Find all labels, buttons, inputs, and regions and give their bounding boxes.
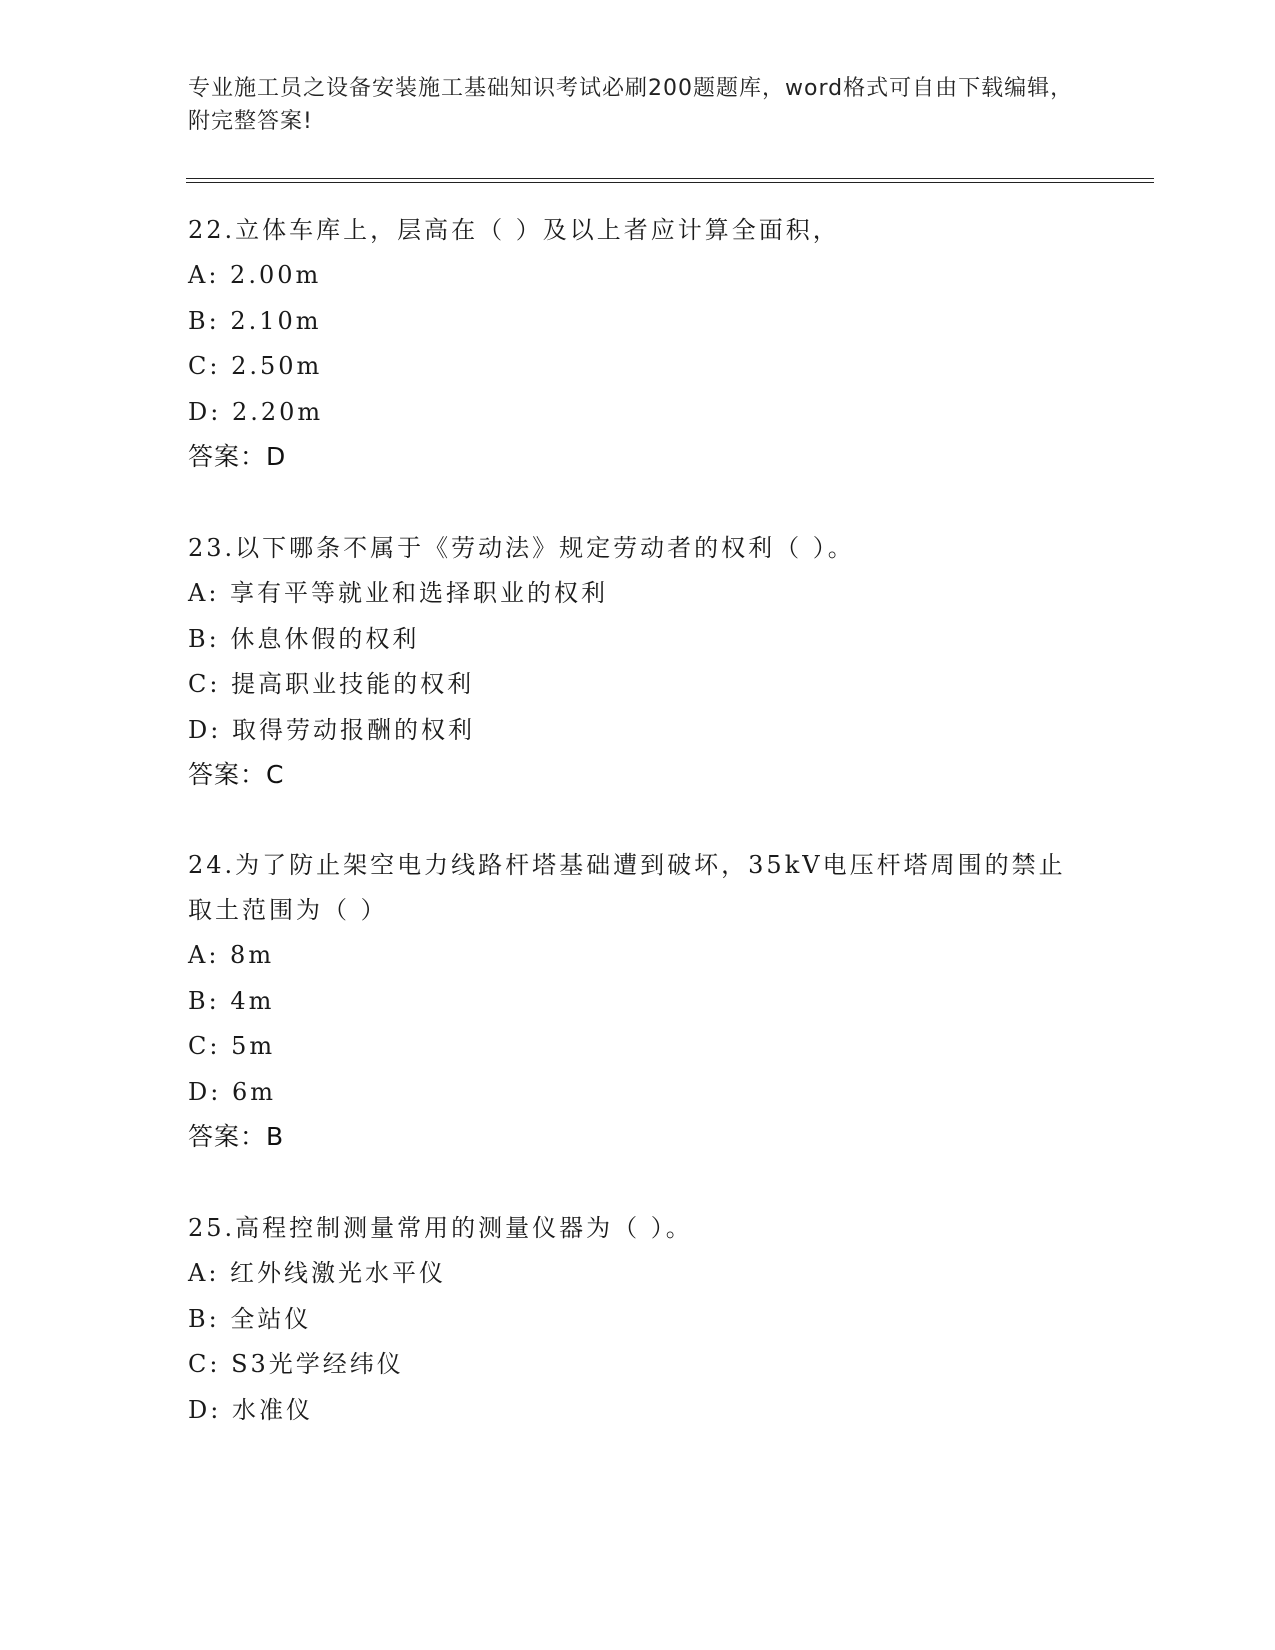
document-header-title: 专业施工员之设备安装施工基础知识考试必刷200题题库，word格式可自由下载编辑，附完整答案! [188, 76, 1074, 134]
option-c: C: 提高职业技能的权利 [188, 670, 475, 698]
answer-text: 答案：C [188, 760, 285, 789]
header-divider [186, 178, 1154, 183]
question-stem: 23.以下哪条不属于《劳动法》规定劳动者的权利（ ）。 [188, 534, 855, 562]
question-stem: 22.立体车库上，层高在（ ）及以上者应计算全面积， [188, 216, 840, 244]
option-b: B: 2.10m [188, 306, 322, 335]
question-25 [188, 1206, 1088, 1433]
question-24 [188, 843, 1088, 1159]
option-b: B: 全站仪 [188, 1304, 312, 1333]
question-stem: 24.为了防止架空电力线路杆塔基础遭到破坏，35kV电压杆塔周围的禁止取土范围为（ ） [188, 851, 1066, 924]
option-b: B: 休息休假的权利 [188, 624, 420, 653]
option-b: B: 4m [188, 986, 275, 1015]
option-a: A: 2.00m [188, 261, 322, 289]
answer-text: 答案：D [188, 442, 287, 471]
option-c: C: S3光学经纬仪 [188, 1350, 404, 1378]
option-c: C: 5m [188, 1032, 276, 1060]
question-22 [188, 208, 1088, 479]
option-d: D: 6m [188, 1077, 276, 1106]
answer-text: 答案：B [188, 1122, 285, 1151]
option-a: A: 享有平等就业和选择职业的权利 [188, 579, 609, 607]
option-a: A: 8m [188, 941, 275, 969]
option-c: C: 2.50m [188, 352, 323, 380]
option-d: D: 取得劳动报酬的权利 [188, 715, 475, 744]
option-d: D: 水准仪 [188, 1395, 313, 1424]
option-d: D: 2.20m [188, 397, 324, 426]
question-stem: 25.高程控制测量常用的测量仪器为（ ）。 [188, 1214, 693, 1242]
option-a: A: 红外线激光水平仪 [188, 1259, 447, 1287]
question-23 [188, 526, 1088, 797]
